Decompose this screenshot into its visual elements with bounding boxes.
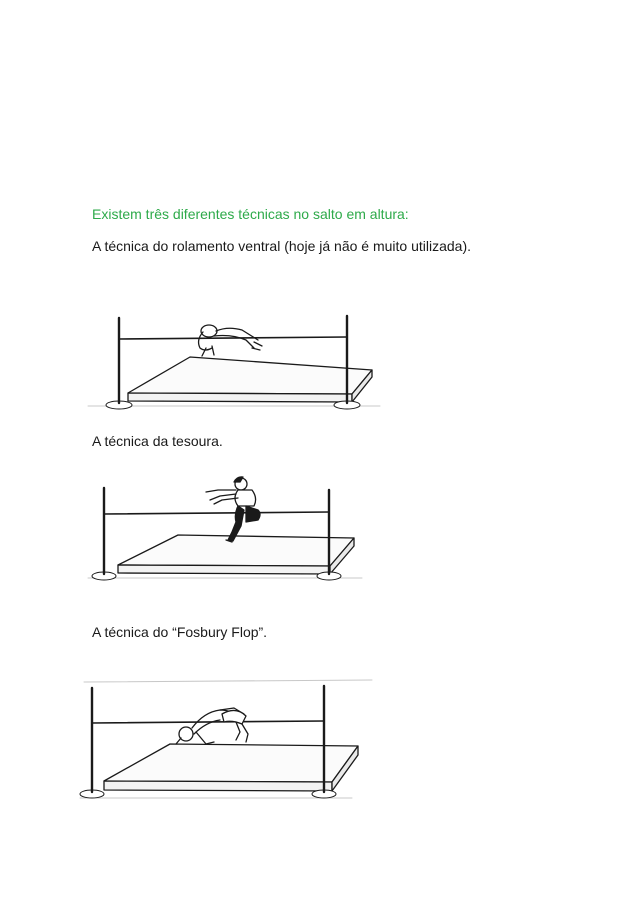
high-jump-fosbury-flop-illustration bbox=[0, 670, 638, 805]
high-jump-scissors-illustration bbox=[0, 470, 638, 585]
caption-ventral-roll: A técnica do rolamento ventral (hoje já não é muito utilizada). bbox=[92, 238, 471, 254]
high-jump-straddle-illustration bbox=[0, 310, 638, 415]
caption-scissors: A técnica da tesoura. bbox=[92, 433, 223, 449]
caption-fosbury-flop: A técnica do “Fosbury Flop”. bbox=[92, 624, 268, 640]
intro-heading: Existem três diferentes técnicas no salto em altura: bbox=[92, 206, 409, 222]
